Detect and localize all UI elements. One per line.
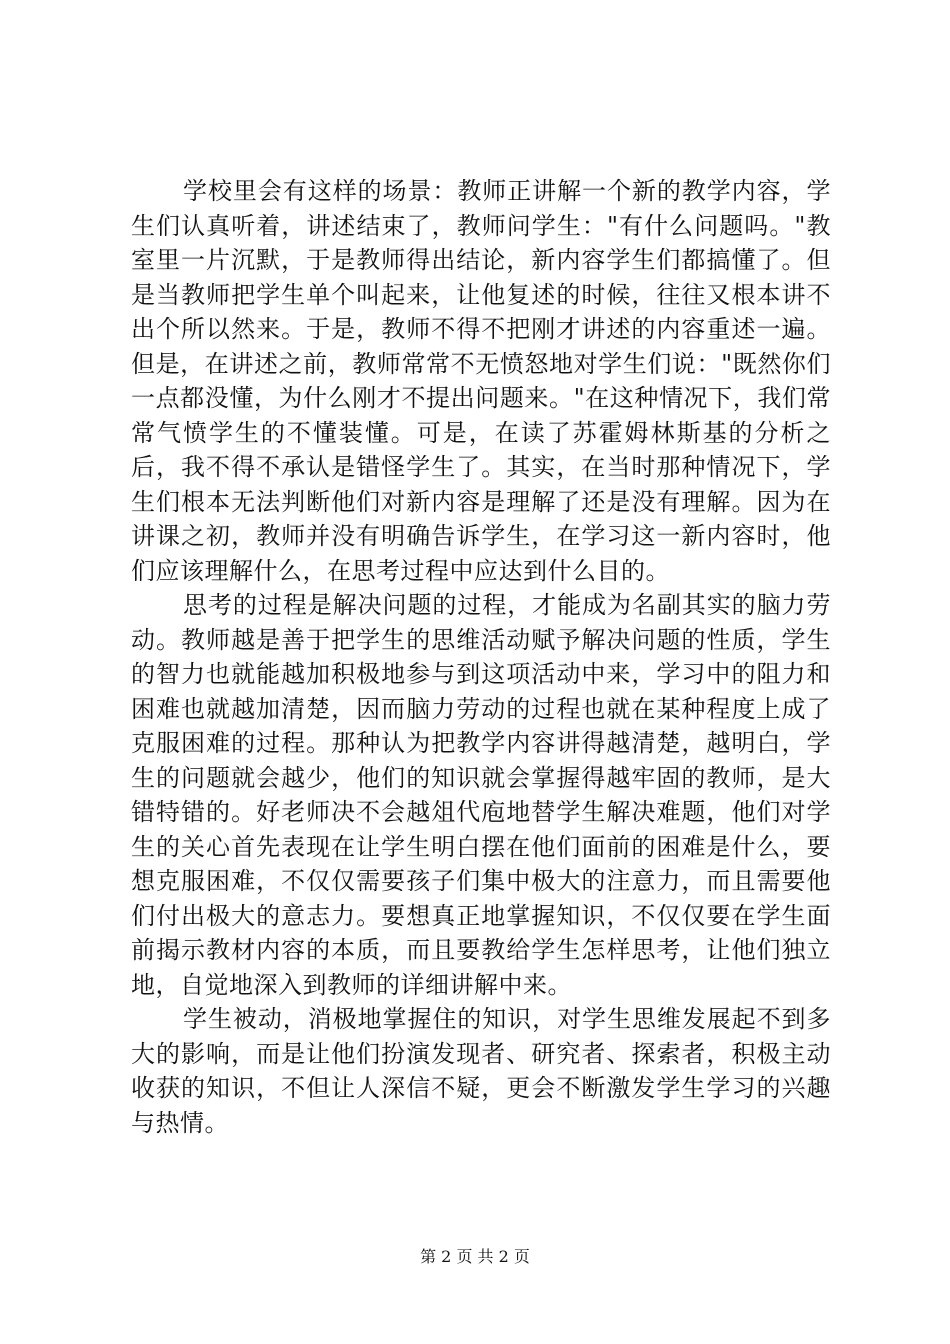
page-number-footer: 第 2 页 共 2 页 <box>420 1247 530 1266</box>
paragraph-3: 学生被动，消极地掌握住的知识，对学生思维发展起不到多大的影响，而是让他们扮演发现者、研究者、探索者，积极主动收获的知识，不但让人深信不疑，更会不断激发学生学习的兴趣与热情。 <box>131 1005 831 1137</box>
paragraph-2: 思考的过程是解决问题的过程，才能成为名副其实的脑力劳动。教师越是善于把学生的思维活动赋予解决问题的性质，学生的智力也就能越加积极地参与到这项活动中来，学习中的阻力和困难也就越加清楚，因而脑力劳动的过程也就在某种程度上成了克服困难的过程。那种认为把教学内容讲得越清楚，越明白，学生的问题就会越少，他们的知识就会掌握得越牢固的教师，是大错特错的。好老师决不会越俎代庖地替学生解决难题，他们对学生的关心首先表现在让学生明白摆在他们面前的困难是什么，要想克服困难，不仅仅需要孩子们集中极大的注意力，而且需要他们付出极大的意志力。要想真正地掌握知识，不仅仅要在学生面前揭示教材内容的本质，而且要教给学生怎样思考，让他们独立地，自觉地深入到教师的详细讲解中来。 <box>131 591 831 999</box>
paragraph-1: 学校里会有这样的场景：教师正讲解一个新的教学内容，学生们认真听着，讲述结束了，教师问学生："有什么问题吗。"教室里一片沉默，于是教师得出结论，新内容学生们都搞懂了。但是当教师把学生单个叫起来，让他复述的时候，往往又根本讲不出个所以然来。于是，教师不得不把刚才讲述的内容重述一遍。但是，在讲述之前，教师常常不无愤怒地对学生们说："既然你们一点都没懂，为什么刚才不提出问题来。"在这种情况下，我们常常气愤学生的不懂装懂。可是，在读了苏霍姆林斯基的分析之后，我不得不承认是错怪学生了。其实，在当时那种情况下，学生们根本无法判断他们对新内容是理解了还是没有理解。因为在讲课之初，教师并没有明确告诉学生，在学习这一新内容时，他们应该理解什么，在思考过程中应达到什么目的。 <box>131 177 831 585</box>
document-body <box>131 174 831 1140</box>
